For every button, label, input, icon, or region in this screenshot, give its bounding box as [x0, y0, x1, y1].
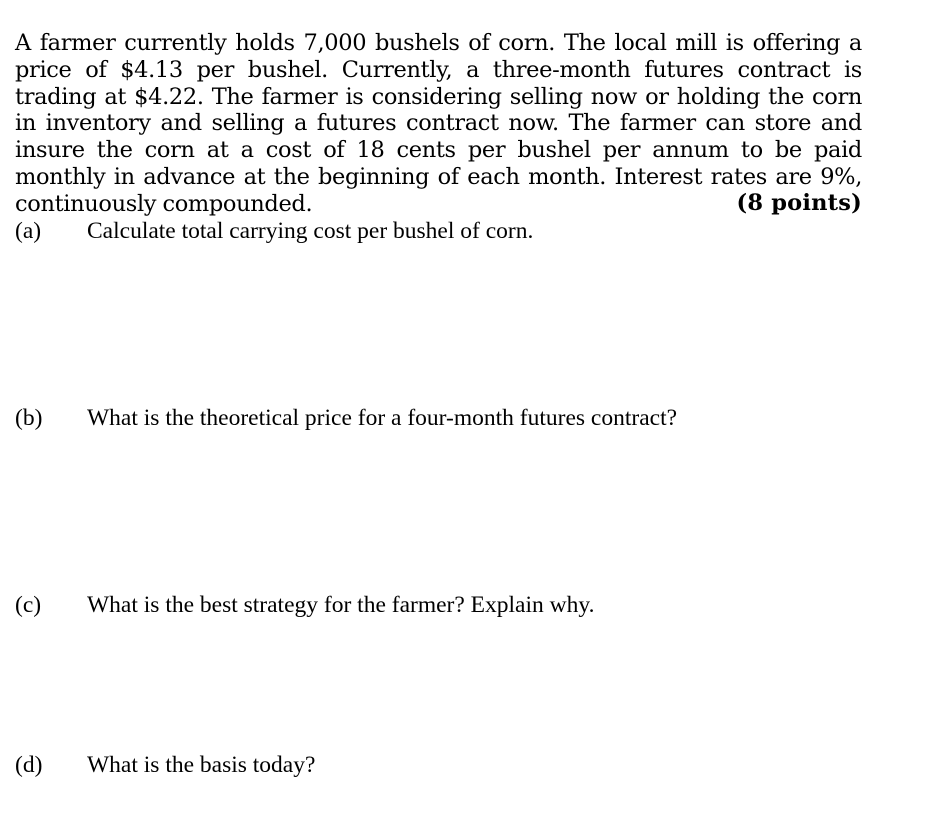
question-letter: (b) — [15, 405, 43, 431]
question-letter: (c) — [15, 592, 42, 618]
question-text: What is the best strategy for the farmer? Explain why. — [87, 592, 595, 618]
question-text: What is the theoretical price for a four-month futures contract? — [87, 405, 678, 431]
problem-statement: A farmer currently holds 7,000 bushels of corn. The local mill is offering a price of $4.13 per bushel. Currently, a three-month futures contract is trading at $4.22. The farmer is considering selling now or holding the corn in inventory and selling a futures contract now. The farmer can store and insure the corn at a cost of 18 cents per bushel per annum to be paid monthly in advance at the beginning of each month. Interest rates are 9%, continuously compounded. — [15, 30, 862, 217]
question-letter: (a) — [15, 218, 42, 244]
points-label: (8 points) — [736, 190, 862, 216]
question-letter: (d) — [15, 752, 43, 778]
question-text: Calculate total carrying cost per bushel of corn. — [87, 218, 534, 244]
question-text: What is the basis today? — [87, 752, 316, 778]
